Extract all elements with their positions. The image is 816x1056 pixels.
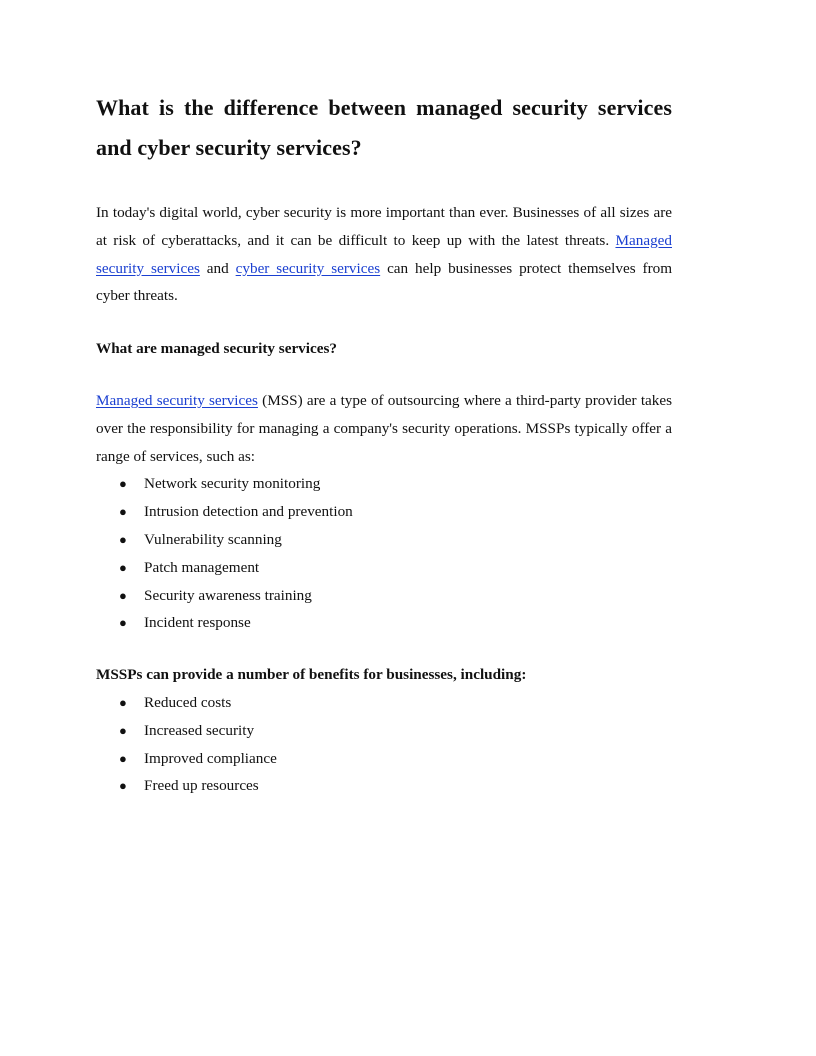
cyber-security-services-link[interactable]: cyber security services <box>235 259 381 277</box>
list-item: ● Security awareness training <box>96 582 672 610</box>
intro-text: In today's digital world, cyber security is more important than ever. Businesses of all sizes are at risk of cyberattacks, and it can be difficult to keep up with the latest threats. <box>96 204 672 249</box>
list-item: ● Increased security <box>96 717 672 745</box>
mss-paragraph <box>96 387 672 470</box>
section-heading-benefits: MSSPs can provide a number of benefits for businesses, including: <box>96 666 527 684</box>
services-list <box>96 470 672 637</box>
bullet-icon: ● <box>119 587 127 603</box>
list-item: ● Incident response <box>96 609 672 637</box>
intro-paragraph <box>96 199 672 310</box>
intro-text: can help businesses protect themselves from cyber threats. <box>96 259 673 305</box>
managed-security-services-link[interactable]: Managed security services <box>96 231 672 277</box>
benefits-list <box>96 689 672 800</box>
list-item: ● Reduced costs <box>96 689 672 717</box>
intro-text: and <box>206 259 229 277</box>
section-heading-mss: What are managed security services? <box>96 340 337 358</box>
bullet-icon: ● <box>119 722 127 738</box>
list-item: ● Patch management <box>96 554 672 582</box>
bullet-icon: ● <box>119 615 127 631</box>
bullet-icon: ● <box>119 694 127 710</box>
list-item: ● Vulnerability scanning <box>96 526 672 554</box>
bullet-icon: ● <box>119 750 127 766</box>
bullet-icon: ● <box>119 778 127 794</box>
bullet-icon: ● <box>119 559 127 575</box>
list-item: ● Network security monitoring <box>96 470 672 498</box>
list-item: ● Intrusion detection and prevention <box>96 498 672 526</box>
mss-text: (MSS) are a type of outsourcing where a third-party provider takes over the responsibility for managing a company's security operations. MSSPs typically offer a range of services, such as: <box>96 391 673 465</box>
mss-definition-link[interactable]: Managed security services <box>96 391 258 409</box>
list-item: ● Improved compliance <box>96 745 672 773</box>
page-title: What is the difference between managed security services and cyber security services? <box>96 95 672 160</box>
document-page <box>96 88 672 800</box>
bullet-icon: ● <box>119 504 127 520</box>
bullet-icon: ● <box>119 476 127 492</box>
list-item: ● Freed up resources <box>96 772 672 800</box>
bullet-icon: ● <box>119 531 127 547</box>
